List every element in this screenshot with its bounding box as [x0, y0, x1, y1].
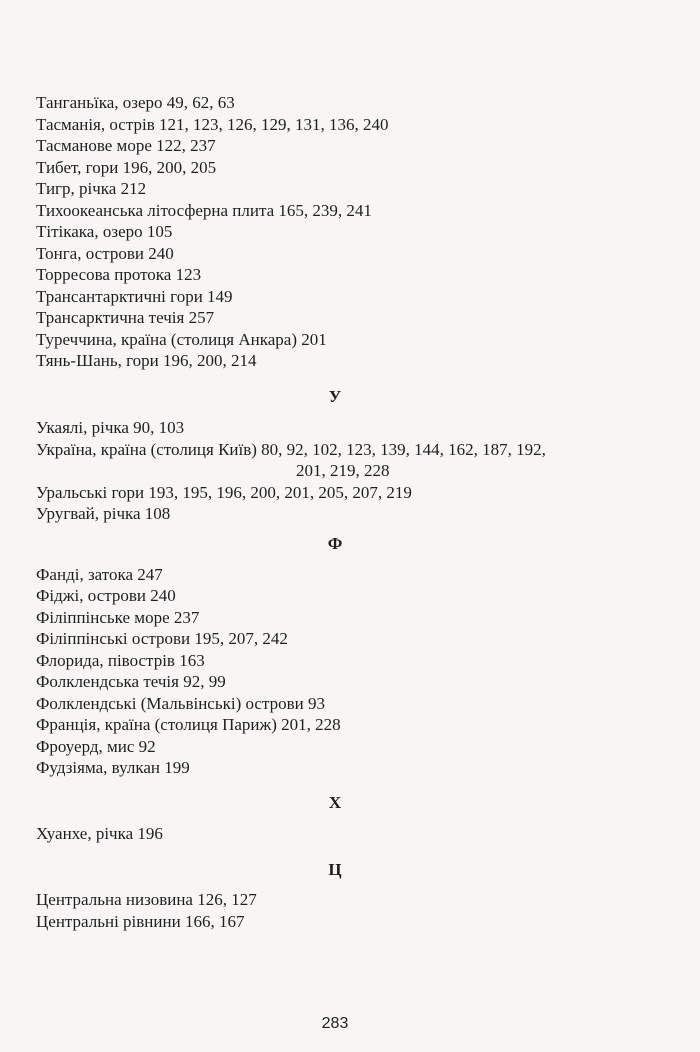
index-entry: Тигр, річка 212 — [36, 179, 147, 198]
index-entry: Укаялі, річка 90, 103 — [36, 418, 185, 437]
page-number: 283 — [321, 1015, 349, 1032]
index-entry: Тасманове море 122, 237 — [36, 136, 216, 155]
index-entry: Центральна низовина 126, 127 — [36, 890, 257, 909]
index-entry: Тітікака, озеро 105 — [36, 222, 173, 241]
index-entry: Фіджі, острови 240 — [36, 586, 176, 605]
index-entry: Тонга, острови 240 — [36, 244, 174, 263]
index-entry: Тасманія, острів 121, 123, 126, 129, 131, 136, 240 — [36, 115, 389, 134]
index-entry: Уругвай, річка 108 — [36, 504, 171, 523]
index-entry: Торресова протока 123 — [36, 265, 202, 284]
index-entry: Хуанхе, річка 196 — [36, 824, 163, 843]
index-entry: Фолклендська течія 92, 99 — [36, 672, 226, 691]
index-entry: Тибет, гори 196, 200, 205 — [36, 158, 217, 177]
index-entry: Центральні рівнини 166, 167 — [36, 912, 245, 931]
index-entry: Танганьїка, озеро 49, 62, 63 — [36, 93, 235, 112]
index-entry-continuation: 201, 219, 228 — [296, 461, 390, 480]
section-letter: Ф — [327, 534, 343, 553]
section-letter: У — [328, 387, 342, 406]
index-entry: Трансантарктичні гори 149 — [36, 287, 233, 306]
index-entry: Фроуерд, мис 92 — [36, 737, 156, 756]
index-entry: Туреччина, країна (столиця Анкара) 201 — [36, 330, 327, 349]
index-entry: Філіппінське море 237 — [36, 608, 200, 627]
index-entry: Трансарктична течія 257 — [36, 308, 215, 327]
index-entry: Україна, країна (столиця Київ) 80, 92, 102, 123, 139, 144, 162, 187, 192, — [36, 440, 546, 459]
index-entry: Фолклендські (Мальвінські) острови 93 — [36, 694, 325, 713]
index-entry: Тянь-Шань, гори 196, 200, 214 — [36, 351, 257, 370]
index-entry: Уральські гори 193, 195, 196, 200, 201, 205, 207, 219 — [36, 483, 412, 502]
index-entry: Флорида, півострів 163 — [36, 651, 205, 670]
index-entry: Франція, країна (столиця Париж) 201, 228 — [36, 715, 341, 734]
section-letter: Ц — [328, 860, 342, 879]
section-letter: Х — [328, 793, 342, 812]
index-entry: Фанді, затока 247 — [36, 565, 163, 584]
index-entry: Фудзіяма, вулкан 199 — [36, 758, 190, 777]
index-entry: Філіппінські острови 195, 207, 242 — [36, 629, 288, 648]
index-entry: Тихоокеанська літосферна плита 165, 239, 241 — [36, 201, 372, 220]
